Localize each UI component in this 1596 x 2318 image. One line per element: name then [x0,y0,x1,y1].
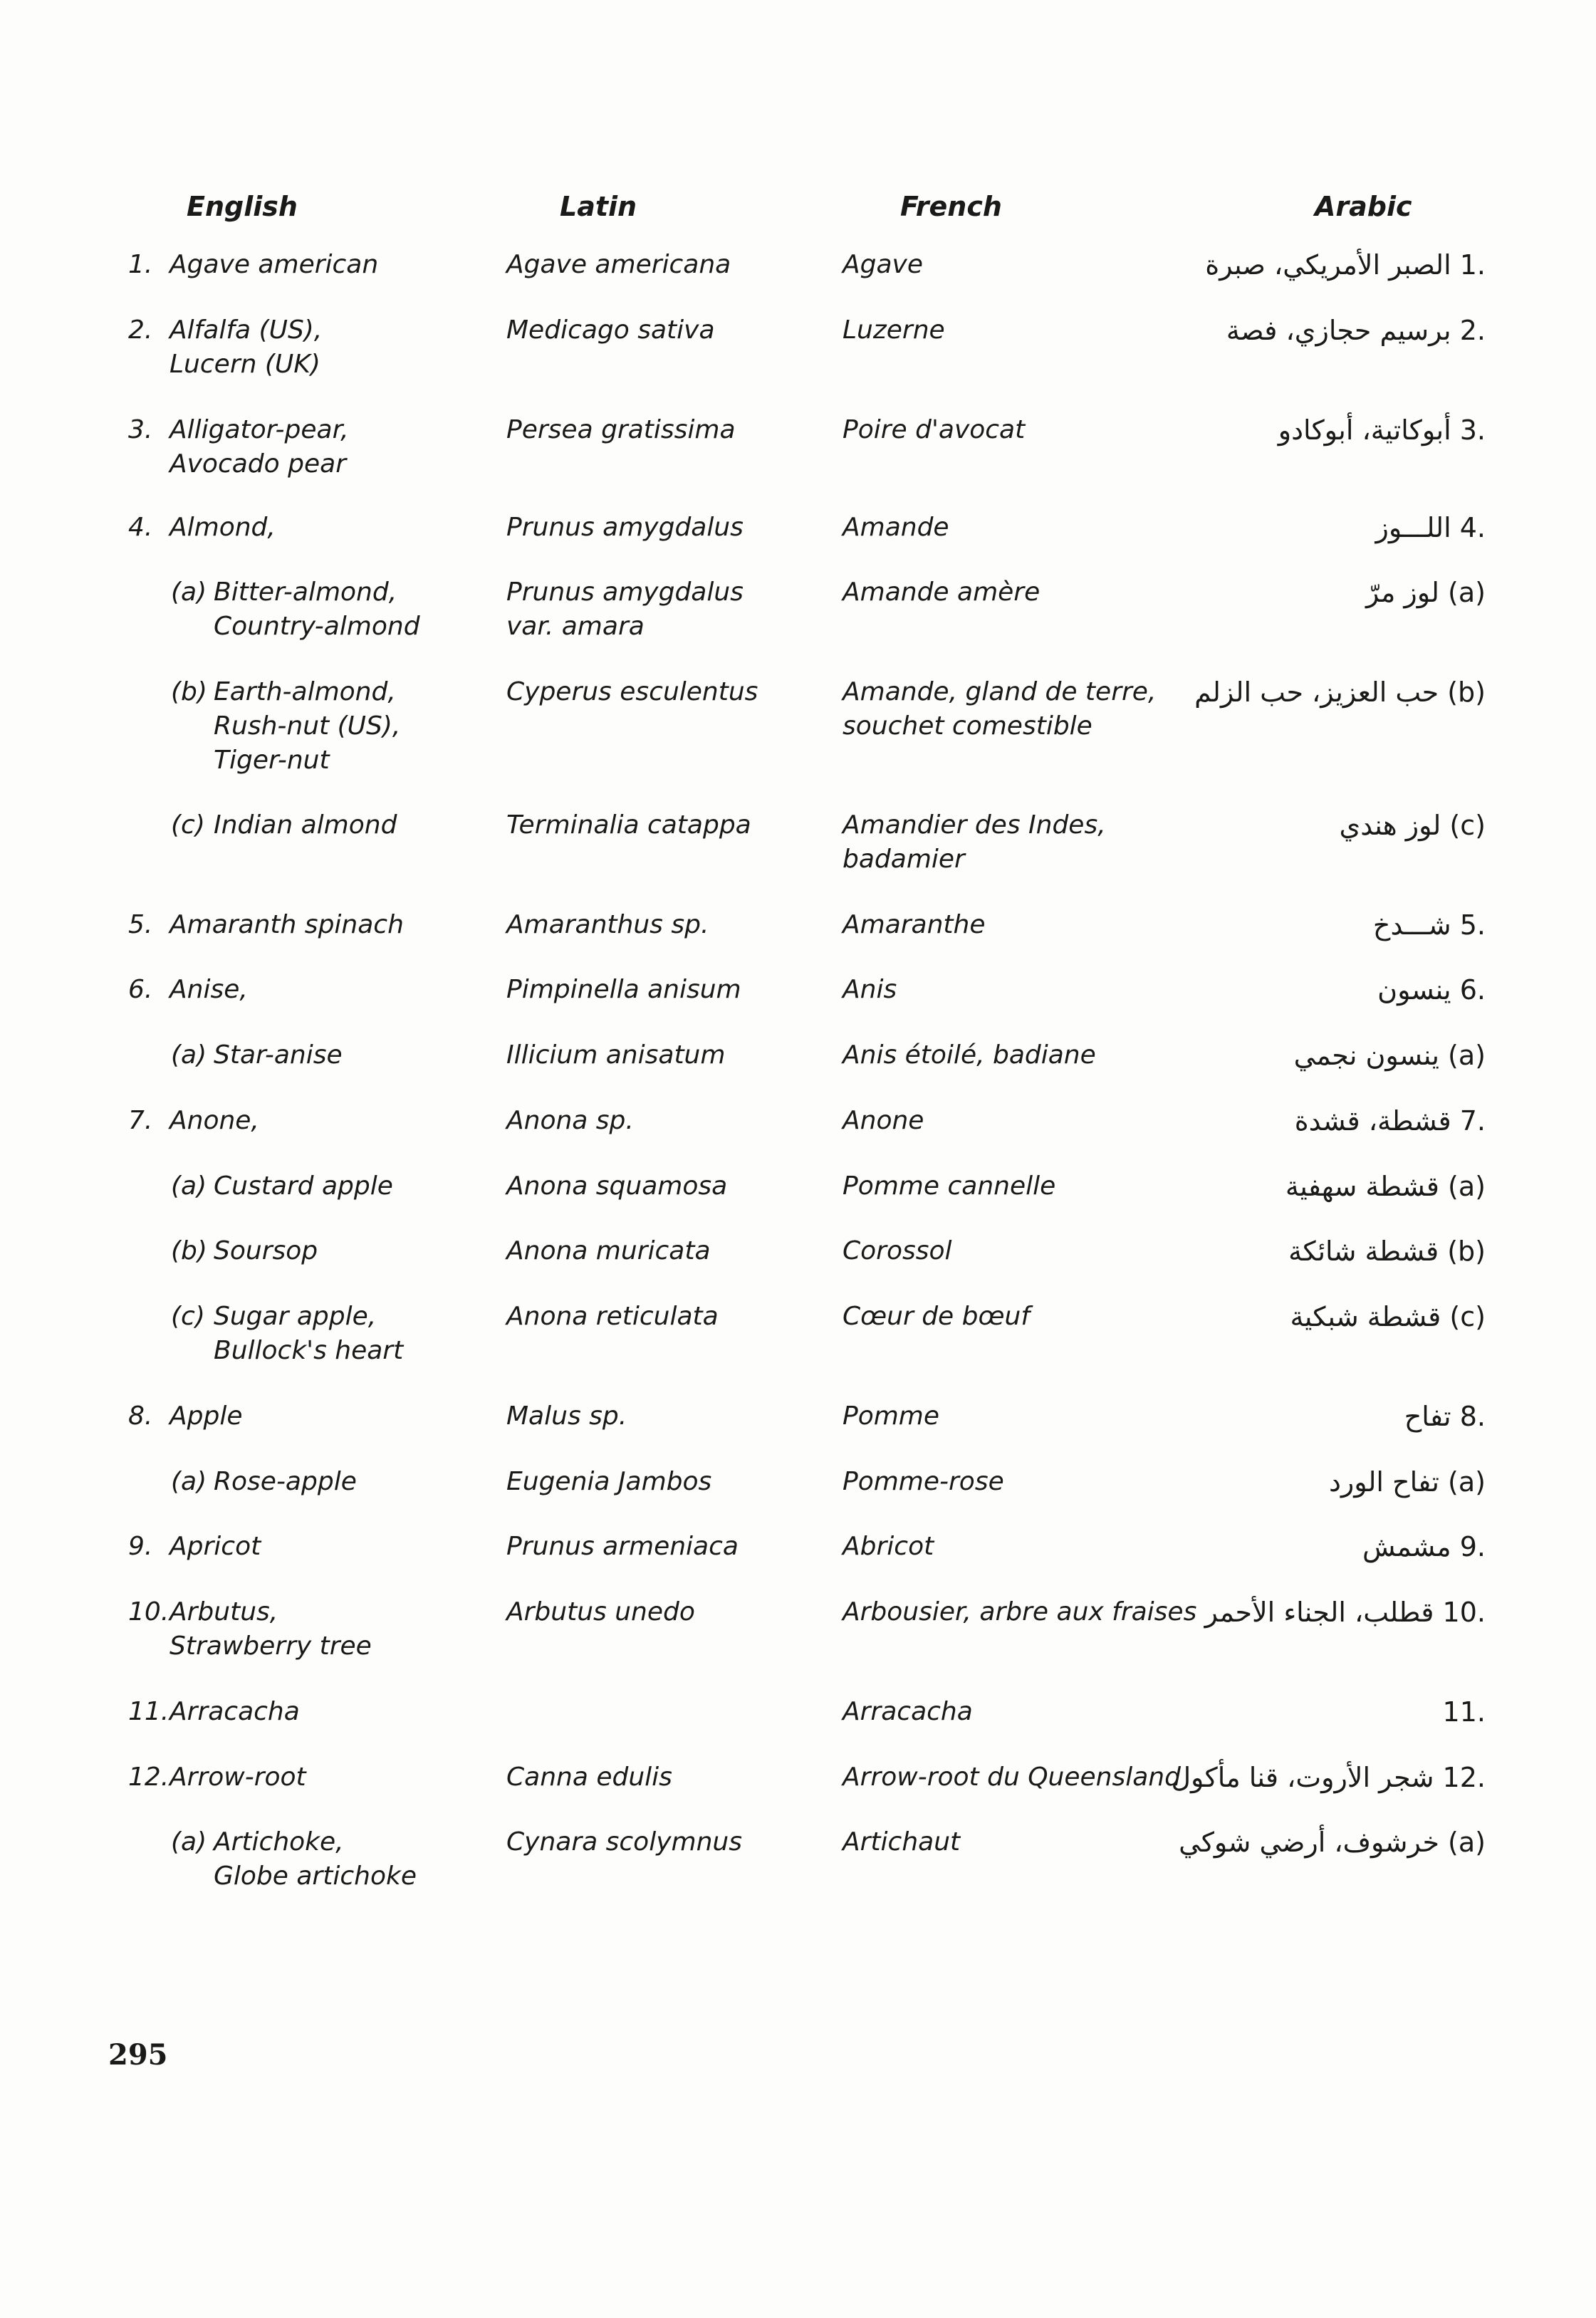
english-name [169,313,322,382]
entry-number: 12. [128,1763,169,1792]
latin-name [506,1465,711,1499]
table-row [0,1825,1596,1911]
latin-name-line: Cynara scolymnus [506,1827,742,1857]
entry-number: 6. [128,975,153,1004]
french-name [843,1399,939,1434]
english-name-line: Apricot [169,1532,261,1561]
latin-name [506,1234,711,1268]
entry-number: (a) [171,578,207,607]
table-row [0,1595,1596,1681]
latin-name-line: Anona squamosa [506,1171,728,1201]
english-name [169,413,349,481]
french-name-line: Pomme [843,1401,940,1431]
english-name-line: Lucern (UK) [169,350,320,379]
latin-name [506,1038,725,1072]
french-name-line: Amande [843,513,949,542]
english-name [169,1595,372,1664]
latin-name-line: Prunus armeniaca [506,1532,739,1561]
english-name [169,1399,242,1434]
french-name [843,248,923,282]
entry-number: (c) [171,1302,205,1331]
english-name-line: Country-almond [214,612,420,641]
french-name [843,1038,1096,1072]
french-name [843,1465,1004,1499]
latin-name-line: Terminalia catappa [506,810,751,840]
table-row [0,675,1596,775]
latin-name-line: var. amara [506,612,645,641]
arabic-name: (a) قشطة سهفية [1285,1171,1486,1202]
latin-name [506,908,709,942]
table-row [0,575,1596,661]
english-name-line: Earth-almond, [214,677,396,706]
english-name-line: Agave american [169,250,379,279]
french-name-line: Anis étoilé, badiane [843,1040,1096,1070]
french-name-line: Abricot [843,1532,934,1561]
arabic-name: .1 الصبر الأمريكي، صبرة [1205,249,1486,281]
entry-number: (b) [171,1236,207,1265]
english-name-line: Alfalfa (US), [169,315,323,345]
latin-name-line: Illicium anisatum [506,1040,726,1070]
arabic-name: (b) قشطة شائكة [1288,1236,1486,1267]
arabic-name: (a) تفاح الورد [1328,1466,1486,1498]
english-name-line: Rush-nut (US), [214,711,401,741]
french-name [843,1104,924,1138]
entry-number: (c) [171,810,205,840]
english-name [169,1760,306,1795]
latin-name-line: Anona reticulata [506,1302,719,1331]
english-name [169,908,404,942]
arabic-name: .6 ينسون [1377,974,1486,1006]
entry-number: 9. [128,1532,153,1561]
english-name-line: Star-anise [214,1040,343,1070]
latin-name-line: Anona sp. [506,1106,634,1135]
english-name-line: Apple [169,1401,243,1431]
arabic-name: .4 اللـــوز [1375,512,1486,543]
latin-name [506,973,741,1007]
latin-name [506,675,758,709]
french-name-line: Arrow-root du Queensland [843,1763,1181,1792]
english-name-line: Artichoke, [214,1827,344,1857]
english-name-line: Alligator-pear, [169,415,349,444]
latin-name-line: Agave americana [506,250,731,279]
french-name-line: Amande, gland de terre, [843,677,1157,706]
latin-name [506,575,744,644]
table-row [0,313,1596,399]
arabic-name: .10 قطلب، الجناء الأحمر [1204,1597,1486,1628]
entry-number: (a) [171,1040,207,1070]
entry-number: 4. [128,513,153,542]
table-row [0,1300,1596,1385]
entry-number: 2. [128,315,153,345]
latin-name-line: Medicago sativa [506,315,715,345]
english-name-line: Rose-apple [214,1467,357,1496]
french-name-line: Arbousier, arbre aux fraises [843,1597,1197,1627]
french-name-line: Arracacha [843,1697,973,1726]
entry-number: (a) [171,1827,207,1857]
english-name-line: Custard apple [214,1171,393,1201]
french-name [843,1595,1196,1629]
entry-number: 3. [128,415,153,444]
english-name-line: Anone, [169,1106,259,1135]
arabic-name: (c) قشطة شبكية [1290,1301,1486,1332]
english-name-line: Bullock's heart [214,1336,404,1365]
french-name [843,1760,1181,1795]
english-name-line: Almond, [169,513,276,542]
entry-number: 8. [128,1401,153,1431]
french-name-line: Poire d'avocat [843,415,1026,444]
english-name-line: Sugar apple, [214,1302,377,1331]
latin-name-line: Prunus amygdalus [506,513,744,542]
french-name [843,575,1040,610]
french-name-line: Artichaut [843,1827,961,1857]
english-name [214,1169,393,1204]
entry-number: (a) [171,1171,207,1201]
english-name-line: Arrow-root [169,1763,306,1792]
french-name-line: Luzerne [843,315,945,345]
latin-name-line: Arbutus unedo [506,1597,695,1627]
arabic-name: .2 برسيم حجازي، فصة [1226,315,1486,346]
english-name-line: Indian almond [214,810,397,840]
latin-name [506,1825,742,1859]
french-name-line: Amandier des Indes, [843,810,1106,840]
english-name [169,511,276,545]
french-name [843,973,897,1007]
latin-name-line: Eugenia Jambos [506,1467,712,1496]
entry-number: (b) [171,677,207,706]
french-name [843,675,1156,743]
latin-name-line: Prunus amygdalus [506,578,744,607]
french-name-line: Pomme cannelle [843,1171,1056,1201]
arabic-name: .11 [1442,1696,1486,1728]
english-name-line: Arbutus, [169,1597,278,1627]
english-name [214,1465,357,1499]
latin-name-line: Persea gratissima [506,415,736,444]
latin-name-line: Cyperus esculentus [506,677,758,706]
arabic-name: .8 تفاح [1404,1401,1486,1432]
latin-name-line: Canna edulis [506,1763,672,1792]
entry-number: 11. [128,1697,169,1726]
header-english: English [187,191,298,222]
english-name [169,248,378,282]
french-name-line: Anone [843,1106,924,1135]
french-name-line: Pomme-rose [843,1467,1004,1496]
entry-number: 1. [128,250,153,279]
table-row [0,413,1596,498]
header-french: French [900,191,1002,222]
english-name-line: Anise, [169,975,248,1004]
latin-name [506,808,751,842]
latin-name [506,1169,727,1204]
french-name-line: Anis [843,975,897,1004]
entry-number: 10. [128,1597,169,1627]
latin-name-line: Anona muricata [506,1236,711,1265]
french-name [843,413,1025,447]
entry-number: (a) [171,1467,207,1496]
latin-name [506,1104,634,1138]
english-name [169,1530,261,1564]
french-name-line: Corossol [843,1236,952,1265]
latin-name [506,511,744,545]
french-name [843,1169,1055,1204]
english-name-line: Strawberry tree [169,1632,372,1661]
french-name [843,511,949,545]
english-name-line: Avocado pear [169,449,346,479]
french-name [843,908,986,942]
entry-number: 7. [128,1106,153,1135]
french-name-line: souchet comestible [843,711,1092,741]
arabic-name: .9 مشمش [1362,1531,1486,1562]
english-name [214,1038,343,1072]
latin-name [506,1760,672,1795]
arabic-name: .7 قشطة، قشدة [1294,1105,1486,1137]
french-name-line: badamier [843,845,965,874]
latin-name [506,1300,719,1334]
english-name [169,1695,300,1729]
latin-name [506,1530,739,1564]
latin-name-line: Pimpinella anisum [506,975,741,1004]
latin-name-line: Malus sp. [506,1401,627,1431]
english-name [214,1825,417,1894]
latin-name-line: Amaranthus sp. [506,910,709,939]
french-name-line: Amande amère [843,578,1040,607]
arabic-name: (a) لوز مرّ [1366,577,1486,608]
arabic-name: .3 أبوكاتية، أبوكادو [1278,414,1486,446]
latin-name [506,413,736,447]
arabic-name: .12 شجر الأروت، قنا مأكول [1171,1762,1486,1793]
french-name [843,1300,1030,1334]
english-name [214,575,420,644]
english-name [214,808,397,842]
english-name [214,1234,318,1268]
english-name-line: Tiger-nut [214,746,330,775]
french-name [843,808,1106,877]
french-name [843,1825,960,1859]
arabic-name: (b) حب العزيز، حب الزلم [1194,677,1486,708]
table-row [0,808,1596,894]
page-number: 295 [108,2038,168,2072]
english-name-line: Soursop [214,1236,318,1265]
arabic-name: (a) خرشوف، أرضي شوكي [1179,1827,1486,1858]
latin-name [506,1595,695,1629]
english-name-line: Arracacha [169,1697,300,1726]
english-name [169,973,248,1007]
french-name-line: Cœur de bœuf [843,1302,1030,1331]
french-name-line: Agave [843,250,923,279]
english-name-line: Bitter-almond, [214,578,397,607]
french-name [843,313,945,348]
latin-name [506,248,731,282]
english-name-line: Globe artichoke [214,1862,417,1891]
english-name [214,675,400,778]
english-name [214,1300,403,1368]
arabic-name: (a) ينسون نجمي [1293,1040,1486,1071]
arabic-name: (c) لوز هندي [1339,810,1486,841]
french-name [843,1530,934,1564]
latin-name [506,313,715,348]
english-name-line: Amaranth spinach [169,910,404,939]
french-name [843,1695,973,1729]
french-name-line: Amaranthe [843,910,986,939]
arabic-name: .5 شـــدخ [1372,909,1486,941]
french-name [843,1234,952,1268]
header-latin: Latin [560,191,637,222]
entry-number: 5. [128,910,153,939]
latin-name [506,1399,627,1434]
header-arabic: Arabic [1315,191,1412,222]
english-name [169,1104,259,1138]
